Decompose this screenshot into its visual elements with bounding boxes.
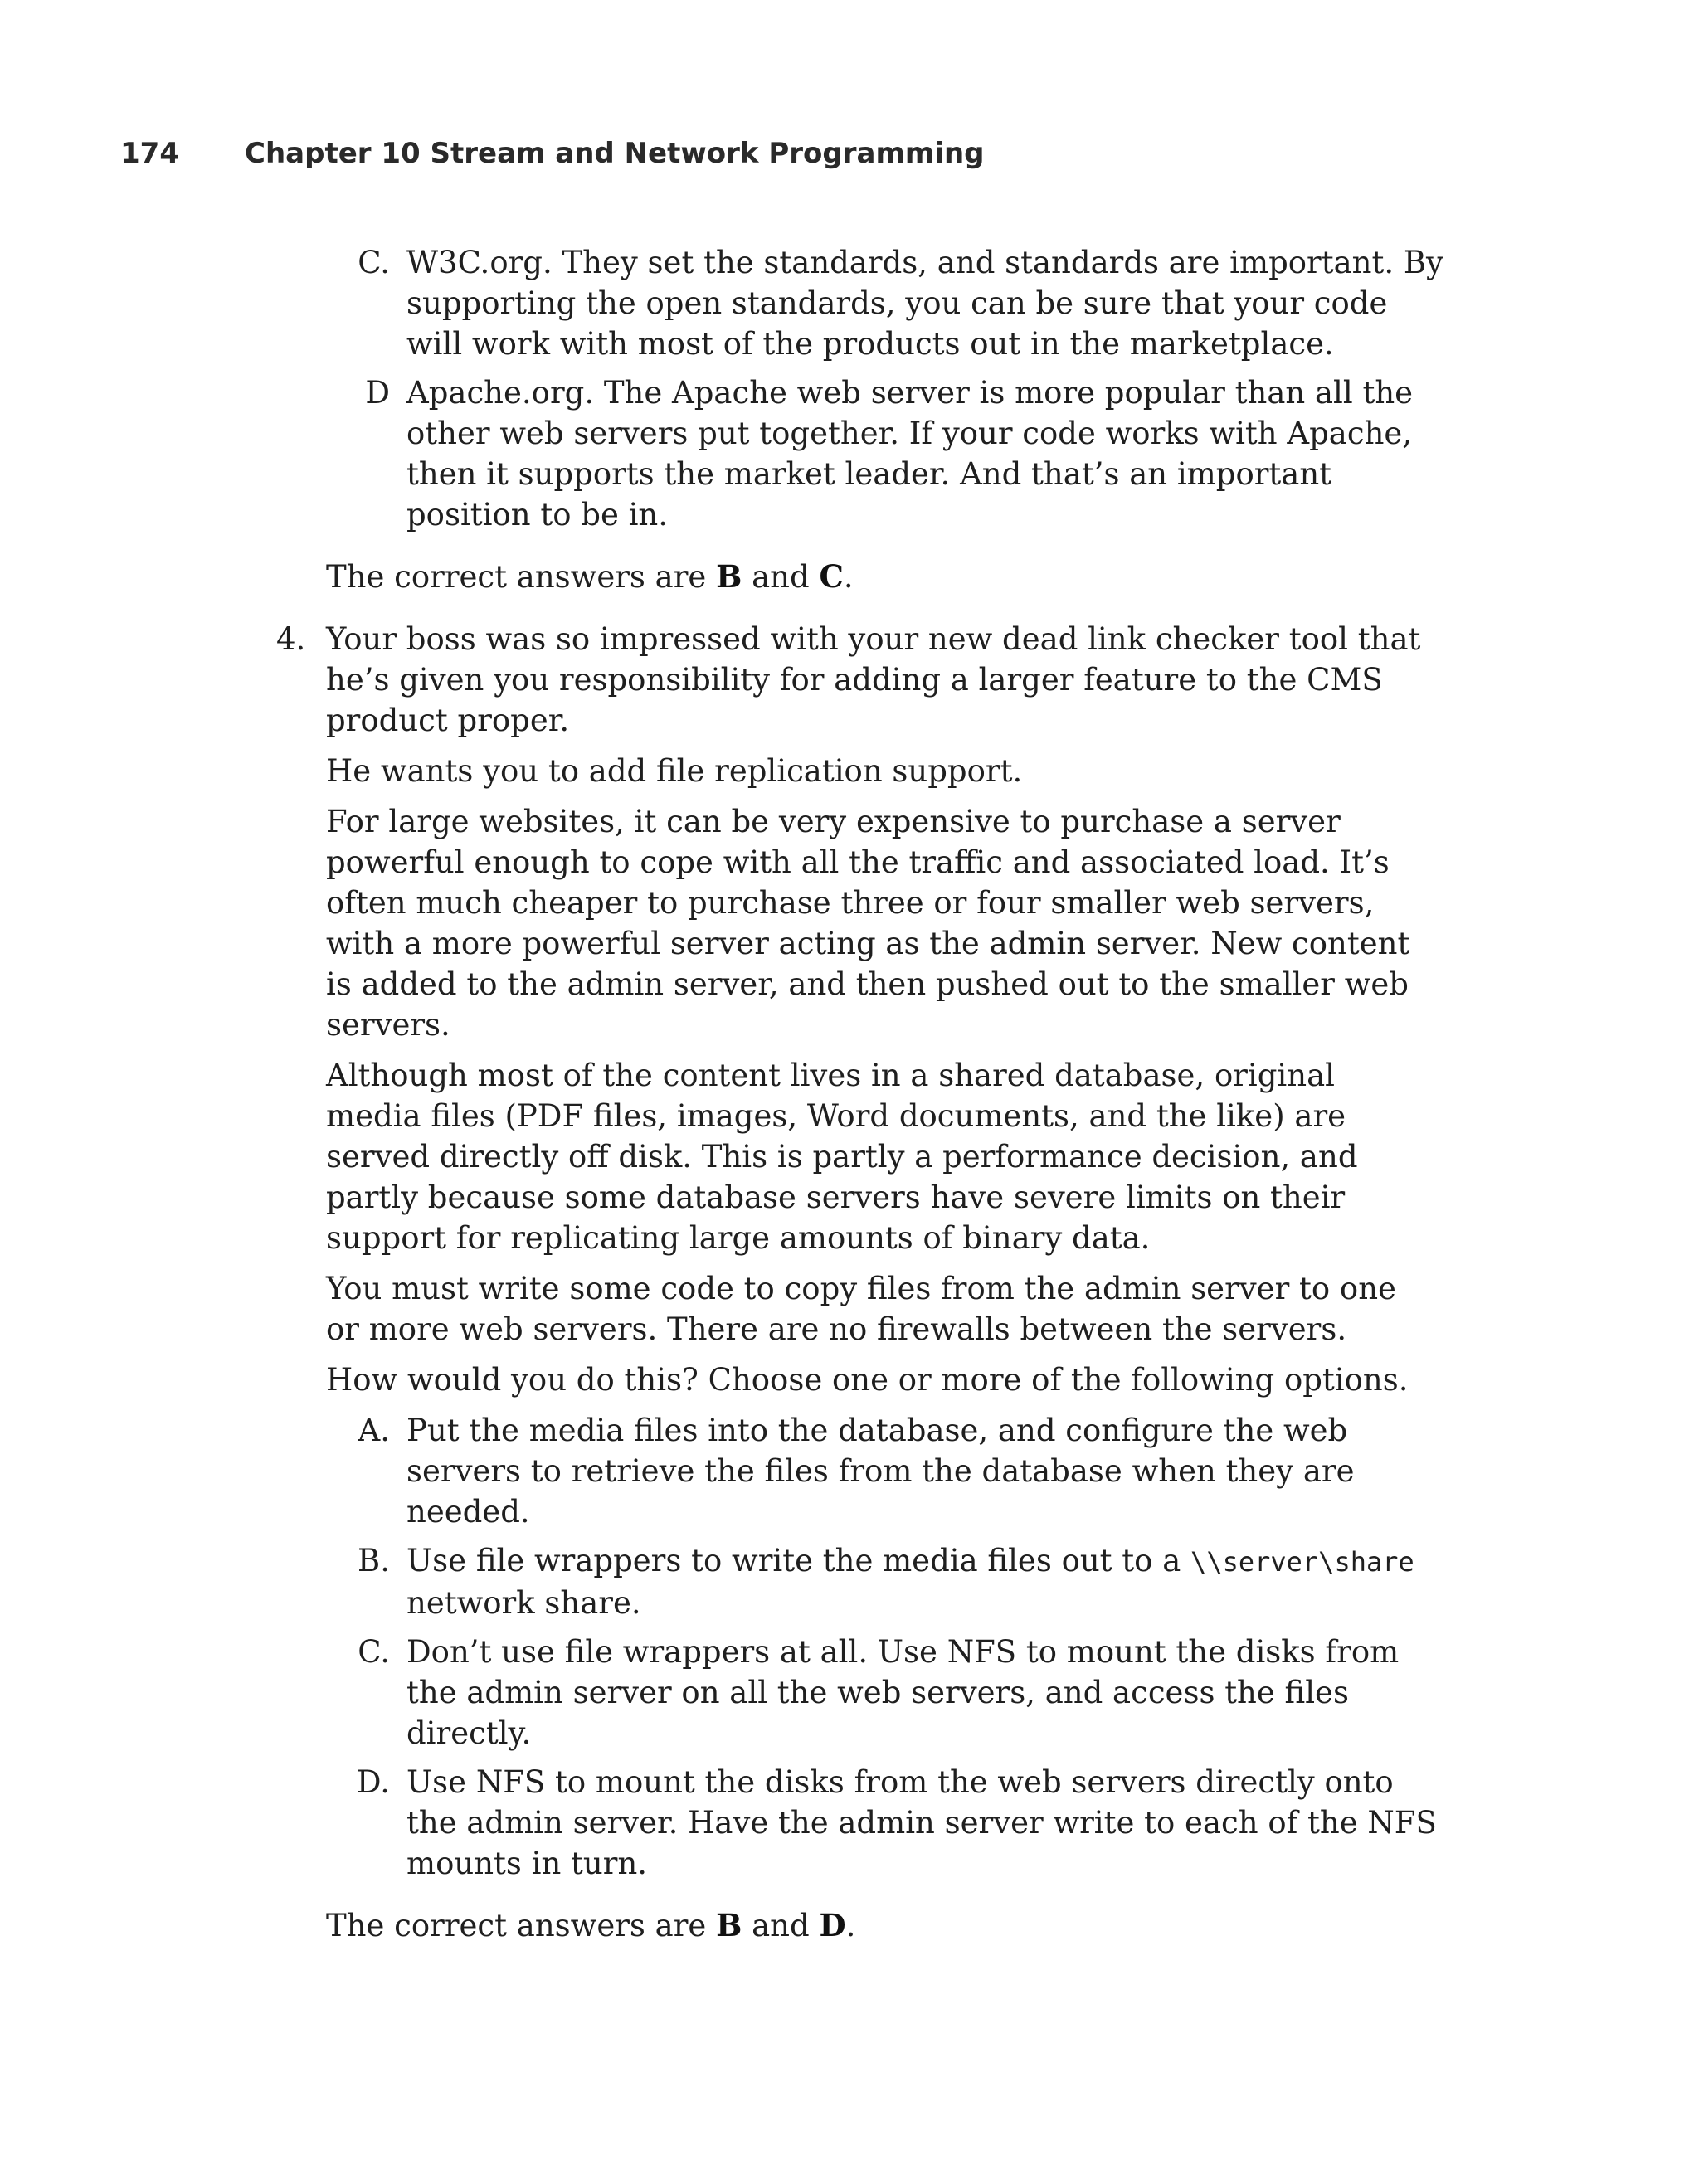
- question-paragraph: Although most of the content lives in a shared database, original media files (PDF files, images, Word documents, and the like) are served directly off disk. This is partly a performance decision, and partly because some database servers have severe limits on their support for replicating large amounts of binary data.: [326, 1058, 1358, 1256]
- chapter-title: Chapter 10 Stream and Network Programming: [245, 137, 985, 170]
- option-letter: B.: [358, 1543, 390, 1578]
- question-paragraph: He wants you to add file replication support.: [326, 753, 1023, 789]
- answer-choice-1: B: [716, 558, 742, 595]
- previous-question-options: [0, 242, 1699, 535]
- question-paragraph: For large websites, it can be very expensive to purchase a server powerful enough to cope with all the traffic and associated load. It’s often much cheaper to purchase three or four smaller web servers, with a more powerful server acting as the admin server. New content is added to the admin server, and then pushed out to the smaller web servers.: [326, 804, 1410, 1043]
- answer-suffix: .: [843, 559, 854, 595]
- question-paragraph: Your boss was so impressed with your new dead link checker tool that he’s given you responsibility for adding a larger feature to the CMS product proper.: [326, 621, 1421, 738]
- page-body: [0, 242, 1699, 1968]
- question-number: 4.: [276, 621, 306, 657]
- option-c: [358, 1632, 1443, 1754]
- option-text-after: network share.: [406, 1585, 641, 1621]
- option-letter: C.: [358, 245, 390, 280]
- answer-conjunction: and: [742, 1908, 820, 1943]
- option-d: [365, 372, 1443, 535]
- answer-conjunction: and: [742, 559, 820, 595]
- answer-choice-2: C: [819, 558, 844, 595]
- page-number: 174: [120, 137, 179, 170]
- option-d: [356, 1762, 1443, 1884]
- option-a: [358, 1410, 1443, 1532]
- option-text: W3C.org. They set the standards, and standards are important. By supporting the open standards, you can be sure that your code will work with most of the products out in the marketplace.: [406, 245, 1443, 362]
- code-path: \\server\share: [1190, 1546, 1414, 1578]
- answer-prefix: The correct answers are: [326, 1908, 717, 1943]
- previous-answer: [326, 557, 1446, 597]
- option-text: Use NFS to mount the disks from the web servers directly onto the admin server. Have the admin server write to each of the NFS mounts in turn.: [406, 1764, 1437, 1881]
- option-b: [358, 1540, 1443, 1623]
- answer-choice-1: B: [716, 1907, 742, 1943]
- question-paragraph: How would you do this? Choose one or more of the following options.: [326, 1362, 1409, 1398]
- option-letter: A.: [358, 1413, 390, 1448]
- option-text: Apache.org. The Apache web server is more popular than all the other web servers put together. If your code works with Apache, then it supports the market leader. And that’s an important position to be in.: [406, 375, 1414, 533]
- question-4-answer: [326, 1905, 1446, 1946]
- option-c: [358, 242, 1443, 364]
- option-text-before: Use file wrappers to write the media files out to a: [406, 1543, 1191, 1578]
- answer-prefix: The correct answers are: [326, 559, 717, 595]
- question-paragraph: You must write some code to copy files from the admin server to one or more web servers. There are no firewalls between the servers.: [326, 1271, 1396, 1347]
- answer-suffix: .: [845, 1908, 856, 1943]
- option-text: Put the media files into the database, and configure the web servers to retrieve the files from the database when they are needed.: [406, 1413, 1355, 1530]
- question-4: [276, 619, 1438, 741]
- answer-choice-2: D: [819, 1907, 846, 1943]
- running-header: [120, 133, 1572, 174]
- option-letter: D.: [356, 1764, 390, 1800]
- option-letter: C.: [358, 1634, 390, 1670]
- question-4-options: [0, 1410, 1699, 1884]
- option-letter: D: [365, 375, 390, 411]
- option-text: Don’t use file wrappers at all. Use NFS to mount the disks from the admin server on all the web servers, and access the files directly.: [406, 1634, 1400, 1751]
